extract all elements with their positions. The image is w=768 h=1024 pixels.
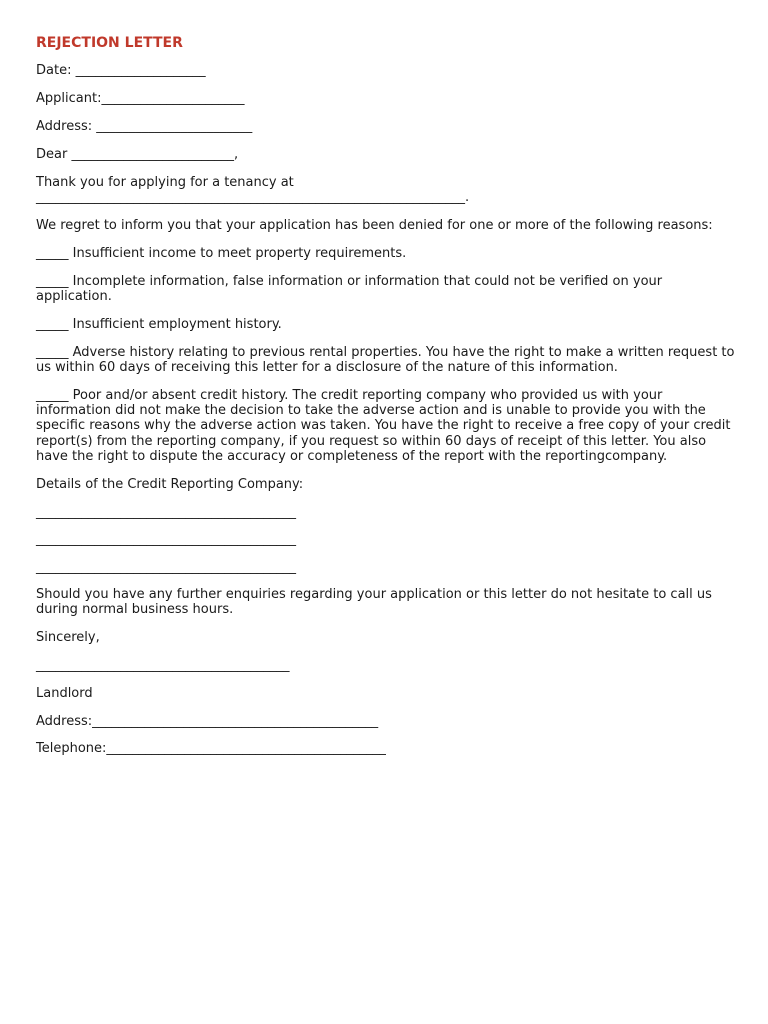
reason-item: _____ Insufficient employment history.	[36, 316, 282, 332]
closing: Sincerely,	[36, 630, 100, 646]
reason-item: _____ Insufficient income to meet property requirements.	[36, 245, 407, 261]
reason-item: _____ Incomplete information, false information or information that could not be verified on your application.	[36, 273, 663, 304]
landlord-address-field: Address:____________________________________________	[36, 713, 379, 729]
property-address-blank: __________________________________________________________________.	[36, 190, 470, 206]
credit-company-blank: ________________________________________	[36, 559, 296, 575]
credit-company-label: Details of the Credit Reporting Company:	[36, 476, 304, 492]
address-field: Address: ________________________	[36, 119, 253, 134]
reason-item: _____ Poor and/or absent credit history. The credit reporting company who provided us with your information did not make the decision to take the adverse action and is unable to provide you with the specific reasons why the adverse action was taken. You have the right to receive a free copy of your credit report(s) from the reporting company, if you request so within 60 days of receipt of this letter. You also have the right to dispute the accuracy or completeness of the report with the reportingcompany.	[36, 387, 731, 464]
letter-title: REJECTION LETTER	[36, 35, 183, 51]
date-field: Date: ____________________	[36, 63, 206, 78]
letter-page	[36, 30, 736, 769]
credit-company-blank: ________________________________________	[36, 532, 296, 548]
applicant-field: Applicant:______________________	[36, 91, 245, 106]
thank-you-text: Thank you for applying for a tenancy at	[36, 175, 294, 190]
thank-you-paragraph	[36, 175, 736, 206]
credit-company-blank: ________________________________________	[36, 504, 296, 520]
reason-item: _____ Adverse history relating to previous rental properties. You have the right to make a written request to us within 60 days of receiving this letter for a disclosure of the nature of this information.	[36, 344, 735, 375]
enquiries-paragraph: Should you have any further enquiries regarding your application or this letter do not hesitate to call us during normal business hours.	[36, 587, 712, 618]
salutation: Dear _________________________,	[36, 147, 239, 162]
regret-paragraph: We regret to inform you that your application has been denied for one or more of the following reasons:	[36, 218, 713, 234]
landlord-label: Landlord	[36, 685, 93, 701]
landlord-telephone-field: Telephone:___________________________________________	[36, 741, 386, 757]
signature-blank: _______________________________________	[36, 658, 290, 674]
